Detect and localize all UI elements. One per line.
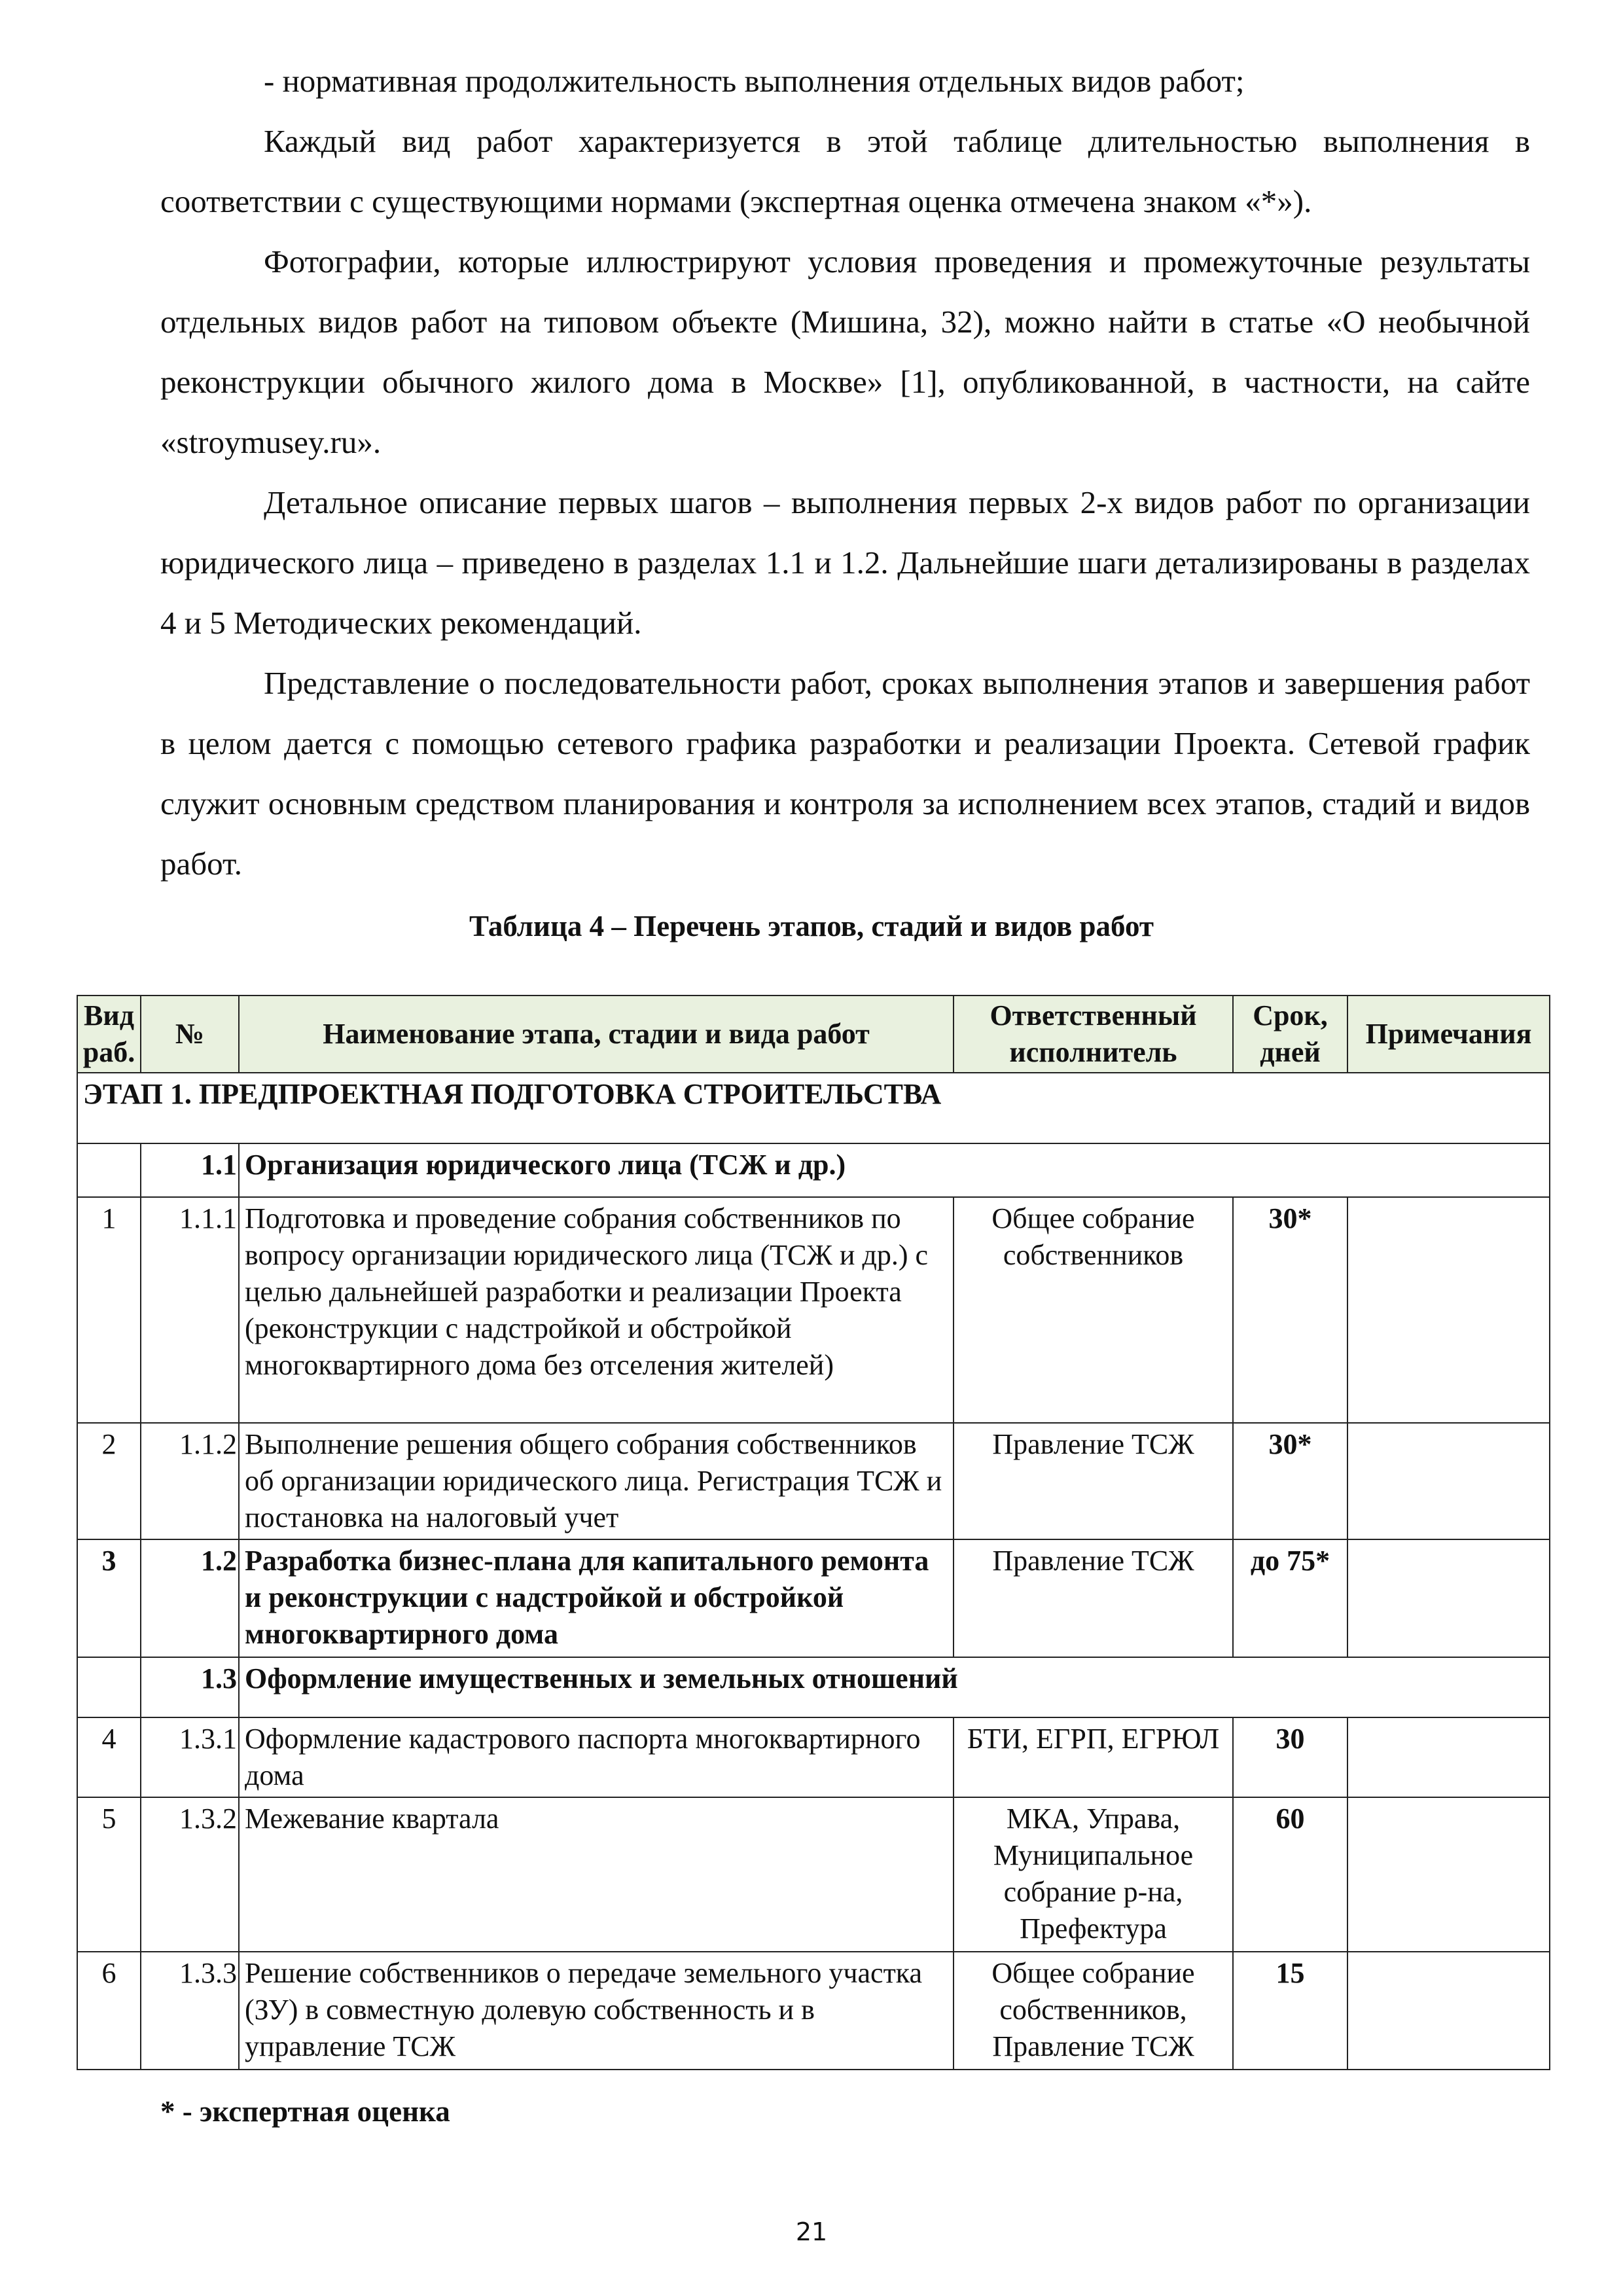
cell-note bbox=[1347, 1952, 1550, 2070]
table-row bbox=[77, 1717, 1550, 1797]
footnote: * - экспертная оценка bbox=[160, 2095, 450, 2128]
cell-term: 60 bbox=[1233, 1797, 1347, 1952]
table-row bbox=[77, 1197, 1550, 1423]
stage-row bbox=[77, 1073, 1550, 1143]
page-number: 21 bbox=[795, 2217, 828, 2246]
cell-vid: 3 bbox=[77, 1539, 141, 1657]
header-resp: Ответственный исполнитель bbox=[954, 996, 1233, 1073]
cell-resp: БТИ, ЕГРП, ЕГРЮЛ bbox=[954, 1717, 1233, 1797]
table-row bbox=[77, 1952, 1550, 2070]
table-caption: Таблица 4 – Перечень этапов, стадий и видов работ bbox=[469, 910, 1154, 942]
cell-num: 1.3 bbox=[141, 1657, 239, 1717]
paragraph-5: Представление о последовательности работ, сроках выполнения этапов и завершения работ в целом дается с помощью сетевого графика разработки и реализации Проекта. Сетевой график служит основным средством планирования и контроля за исполнением всех этапов, стадий и видов работ. bbox=[160, 665, 1530, 882]
cell-resp: Правление ТСЖ bbox=[954, 1423, 1233, 1539]
body-text bbox=[160, 51, 1530, 894]
cell-resp: Правление ТСЖ bbox=[954, 1539, 1233, 1657]
table-row bbox=[77, 1797, 1550, 1952]
cell-note bbox=[1347, 1797, 1550, 1952]
cell-term: до 75* bbox=[1233, 1539, 1347, 1657]
cell-note bbox=[1347, 1539, 1550, 1657]
cell-vid: 4 bbox=[77, 1717, 141, 1797]
paragraph-4: Детальное описание первых шагов – выполнения первых 2-х видов работ по организации юридического лица – приведено в разделах 1.1 и 1.2. Дальнейшие шаги детализированы в разделах 4 и 5 Методических рекомендаций. bbox=[160, 484, 1530, 641]
cell-resp: МКА, Управа, Муниципальное собрание р-на, Префектура bbox=[954, 1797, 1233, 1952]
cell-term: 30* bbox=[1233, 1423, 1347, 1539]
cell-num: 1.3.2 bbox=[141, 1797, 239, 1952]
cell-vid: 1 bbox=[77, 1197, 141, 1423]
cell-num: 1.3.3 bbox=[141, 1952, 239, 2070]
table-row bbox=[77, 1423, 1550, 1539]
table-header-row bbox=[77, 996, 1550, 1073]
cell-name: Подготовка и проведение собрания собственников по вопросу организации юридического лица (ТСЖ и др.) с целью дальнейшей разработки и реализации Проекта (реконструкции с надстройкой и обстройкой многоквартирного дома без отселения жителей) bbox=[239, 1197, 954, 1423]
cell-name: Организация юридического лица (ТСЖ и др.) bbox=[239, 1143, 1550, 1197]
cell-vid bbox=[77, 1143, 141, 1197]
cell-num: 1.1.1 bbox=[141, 1197, 239, 1423]
cell-name: Оформление кадастрового паспорта многоквартирного дома bbox=[239, 1717, 954, 1797]
cell-name: Выполнение решения общего собрания собственников об организации юридического лица. Регистрация ТСЖ и постановка на налоговый учет bbox=[239, 1423, 954, 1539]
cell-vid: 6 bbox=[77, 1952, 141, 2070]
cell-num: 1.2 bbox=[141, 1539, 239, 1657]
paragraph-1: - нормативная продолжительность выполнения отдельных видов работ; bbox=[264, 63, 1245, 99]
cell-num: 1.1.2 bbox=[141, 1423, 239, 1539]
works-table bbox=[77, 995, 1550, 2070]
cell-note bbox=[1347, 1717, 1550, 1797]
cell-term: 30* bbox=[1233, 1197, 1347, 1423]
header-note: Примечания bbox=[1347, 996, 1550, 1073]
stage-title: ЭТАП 1. ПРЕДПРОЕКТНАЯ ПОДГОТОВКА СТРОИТЕЛЬСТВА bbox=[77, 1073, 1550, 1143]
cell-num: 1.3.1 bbox=[141, 1717, 239, 1797]
cell-term: 30 bbox=[1233, 1717, 1347, 1797]
paragraph-2: Каждый вид работ характеризуется в этой таблице длительностью выполнения в соответствии с существующими нормами (экспертная оценка отмечена знаком «*»). bbox=[160, 123, 1530, 219]
cell-vid bbox=[77, 1657, 141, 1717]
header-name: Наименование этапа, стадии и вида работ bbox=[239, 996, 954, 1073]
header-vid: Вид раб. bbox=[77, 996, 141, 1073]
cell-name: Разработка бизнес-плана для капитального ремонта и реконструкции с надстройкой и обстройкой многоквартирного дома bbox=[239, 1539, 954, 1657]
cell-vid: 2 bbox=[77, 1423, 141, 1539]
cell-num: 1.1 bbox=[141, 1143, 239, 1197]
header-num: № bbox=[141, 996, 239, 1073]
substage-row-1-3 bbox=[77, 1657, 1550, 1717]
cell-note bbox=[1347, 1197, 1550, 1423]
cell-term: 15 bbox=[1233, 1952, 1347, 2070]
header-term: Срок, дней bbox=[1233, 996, 1347, 1073]
cell-name: Оформление имущественных и земельных отношений bbox=[239, 1657, 1550, 1717]
substage-row-1-1 bbox=[77, 1143, 1550, 1197]
cell-resp: Общее собрание собственников, Правление ТСЖ bbox=[954, 1952, 1233, 2070]
cell-note bbox=[1347, 1423, 1550, 1539]
cell-name: Решение собственников о передаче земельного участка (ЗУ) в совместную долевую собственность и в управление ТСЖ bbox=[239, 1952, 954, 2070]
cell-name: Межевание квартала bbox=[239, 1797, 954, 1952]
paragraph-3: Фотографии, которые иллюстрируют условия проведения и промежуточные результаты отдельных видов работ на типовом объекте (Мишина, 32), можно найти в статье «О необычной реконструкции обычного жилого дома в Москве» [1], опубликованной, в частности, на сайте «stroymusey.ru». bbox=[160, 243, 1530, 460]
table-row bbox=[77, 1539, 1550, 1657]
cell-vid: 5 bbox=[77, 1797, 141, 1952]
cell-resp: Общее собрание собственников bbox=[954, 1197, 1233, 1423]
